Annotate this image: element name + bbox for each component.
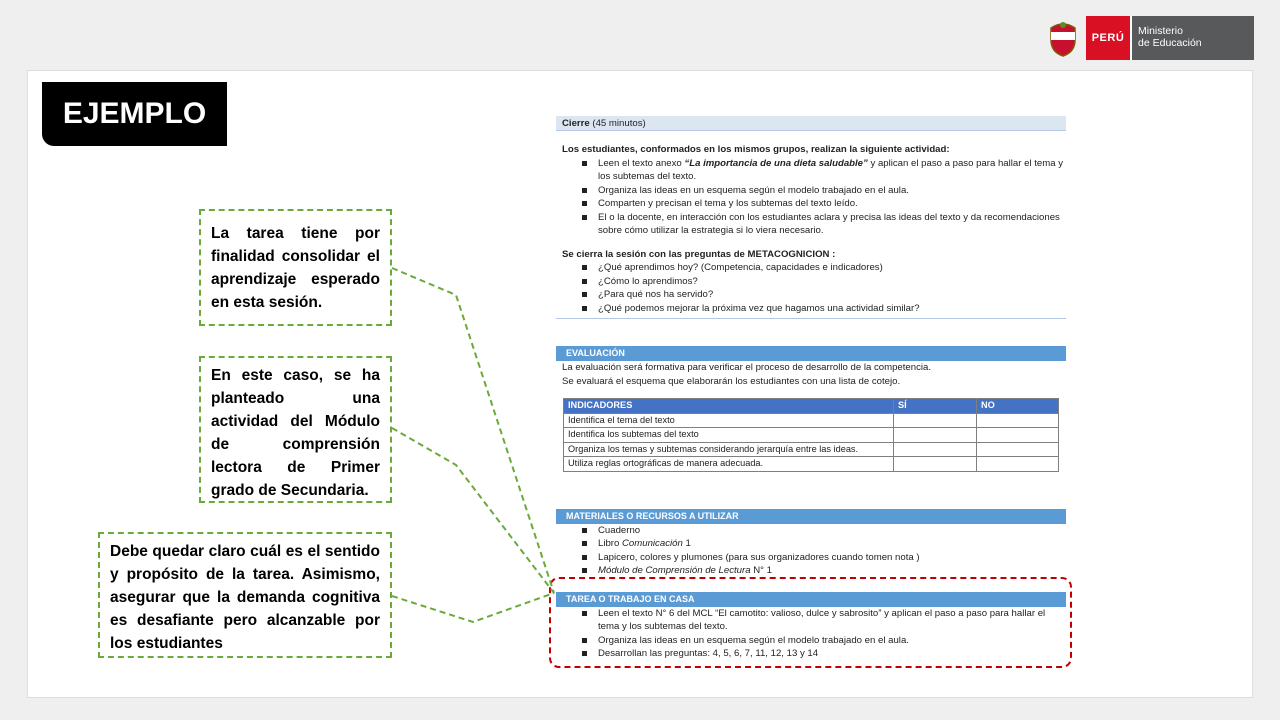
list-item: Cuaderno bbox=[582, 524, 1066, 538]
mat-item4-a: Módulo de Comprensión de Lectura bbox=[598, 565, 751, 576]
table-cell: Utiliza reglas ortográficas de manera adecuada. bbox=[564, 457, 894, 472]
cierre-item1-b: “La importancia de una dieta saludable” bbox=[684, 157, 868, 169]
brand-country: PERÚ bbox=[1086, 16, 1130, 60]
list-item bbox=[582, 537, 1066, 551]
callout-module: En este caso, se ha planteado una actividad del Módulo de comprensión lectora de Primer grado de Secundaria. bbox=[199, 356, 392, 503]
col-si: SÍ bbox=[894, 399, 977, 414]
brand-ministry-line1: Ministerio bbox=[1138, 25, 1183, 37]
homework-highlight bbox=[549, 577, 1072, 668]
table-row bbox=[564, 457, 1059, 472]
eval-line1: La evaluación será formativa para verificar el proceso de desarrollo de la competencia. bbox=[562, 362, 932, 373]
list-item: Leen el texto N° 6 del MCL “El camotito: valioso, dulce y sabrosito” y aplican el paso a paso para hallar el tema y los subtemas del texto. bbox=[582, 607, 1066, 634]
eval-header: EVALUACIÓN bbox=[556, 346, 1066, 361]
list-item: ¿Cómo lo aprendimos? bbox=[582, 275, 1066, 289]
mat-item4-b: N° 1 bbox=[750, 565, 772, 576]
materials-header: MATERIALES O RECURSOS A UTILIZAR bbox=[556, 509, 1066, 524]
list-item bbox=[582, 564, 1066, 578]
list-item: ¿Para qué nos ha servido? bbox=[582, 288, 1066, 302]
callout-purpose: La tarea tiene por finalidad consolidar el aprendizaje esperado en esta sesión. bbox=[199, 209, 392, 326]
list-item: Lapicero, colores y plumones (para sus organizadores cuando tomen nota ) bbox=[582, 551, 1066, 565]
homework-header: TAREA O TRABAJO EN CASA bbox=[556, 592, 1066, 607]
table-cell bbox=[894, 457, 977, 472]
table-row bbox=[564, 442, 1059, 457]
cierre-header bbox=[556, 116, 1066, 131]
brand-ministry-line2: de Educación bbox=[1138, 37, 1202, 49]
table-cell: Identifica los subtemas del texto bbox=[564, 428, 894, 443]
callout-demand: Debe quedar claro cuál es el sentido y propósito de la tarea. Asimismo, asegurar que la demanda cognitiva es desafiante pero alcanzable por los estudiantes bbox=[98, 532, 392, 658]
mat-item2-a: Libro bbox=[598, 538, 622, 549]
example-badge: EJEMPLO bbox=[42, 82, 227, 146]
table-cell bbox=[894, 428, 977, 443]
list-item: Comparten y precisan el tema y los subtemas del texto leído. bbox=[582, 197, 1066, 211]
table-cell: Identifica el tema del texto bbox=[564, 413, 894, 428]
cierre-item1-c: y aplican el paso a paso para hallar el tema y los subtemas del texto. bbox=[598, 157, 1064, 182]
list-item bbox=[582, 157, 1066, 184]
indicators-table bbox=[563, 398, 1059, 472]
list-item: ¿Qué aprendimos hoy? (Competencia, capacidades e indicadores) bbox=[582, 261, 1066, 275]
cierre-intro: Los estudiantes, conformados en los mismos grupos, realizan la siguiente actividad: bbox=[562, 144, 950, 155]
list-item: Desarrollan las preguntas: 4, 5, 6, 7, 11, 12, 13 y 14 bbox=[582, 647, 1066, 661]
eval-line2: Se evaluará el esquema que elaborarán los estudiantes con una lista de cotejo. bbox=[562, 375, 901, 387]
table-cell bbox=[977, 442, 1059, 457]
table-cell bbox=[894, 413, 977, 428]
col-indicadores: INDICADORES bbox=[564, 399, 894, 414]
table-cell bbox=[977, 413, 1059, 428]
cierre-item1-a: Leen el texto anexo bbox=[598, 157, 685, 169]
cierre-time: (45 minutos) bbox=[589, 118, 646, 129]
table-cell: Organiza los temas y subtemas considerando jerarquía entre las ideas. bbox=[564, 442, 894, 457]
table-header-row bbox=[564, 399, 1059, 414]
list-item: El o la docente, en interacción con los estudiantes aclara y precisa las ideas del texto y da recomendaciones sobre cómo utilizar la estrategia si lo viera necesario. bbox=[582, 211, 1066, 238]
meta-list bbox=[556, 261, 1066, 315]
brand-ministry bbox=[1130, 16, 1254, 60]
table-cell bbox=[977, 428, 1059, 443]
cierre-title: Cierre bbox=[562, 118, 590, 129]
col-no: NO bbox=[977, 399, 1059, 414]
coat-of-arms-icon bbox=[1046, 16, 1080, 60]
table-cell bbox=[894, 442, 977, 457]
table-row bbox=[564, 413, 1059, 428]
table-cell bbox=[977, 457, 1059, 472]
list-item: Organiza las ideas en un esquema según el modelo trabajado en el aula. bbox=[582, 634, 1066, 648]
cierre-list bbox=[556, 157, 1066, 238]
table-row bbox=[564, 428, 1059, 443]
list-item: ¿Qué podemos mejorar la próxima vez que hagamos una actividad similar? bbox=[582, 302, 1066, 316]
mat-item2-b: Comunicación bbox=[622, 538, 683, 549]
materials-list bbox=[556, 524, 1066, 578]
meta-intro: Se cierra la sesión con las preguntas de METACOGNICION : bbox=[562, 248, 836, 260]
list-item: Organiza las ideas en un esquema según el modelo trabajado en el aula. bbox=[582, 184, 1066, 198]
minedu-logo bbox=[1046, 16, 1254, 60]
mat-item2-c: 1 bbox=[682, 538, 691, 549]
